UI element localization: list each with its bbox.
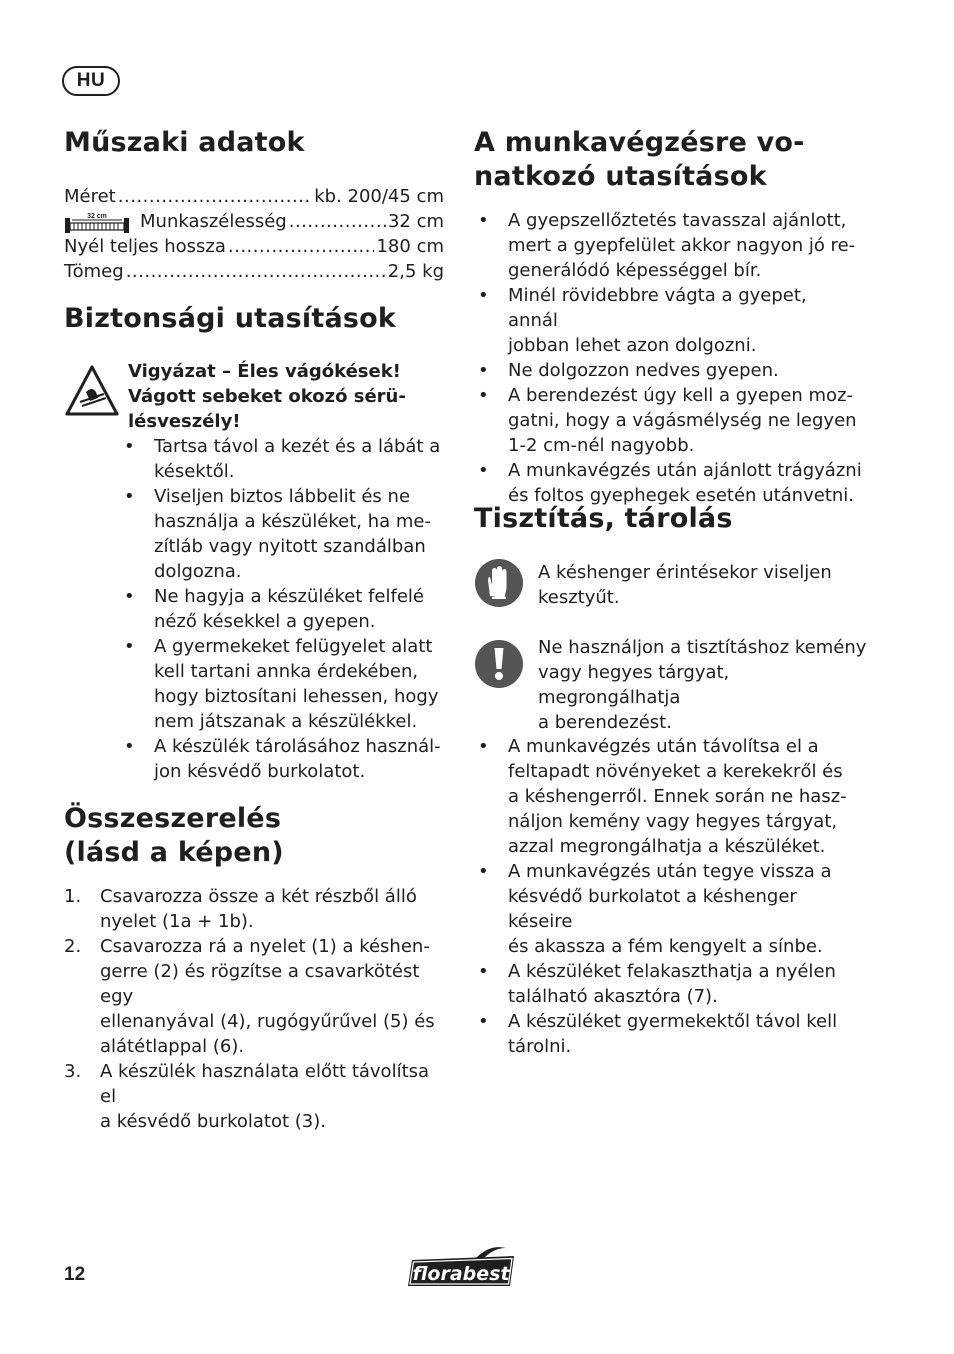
spec-label: Munkaszélesség: [140, 211, 287, 232]
spec-value: 2,5 kg: [387, 261, 444, 282]
tech-data-heading: Műszaki adatok: [64, 127, 305, 158]
list-item: • A gyepszellőztetés tavasszal ajánlott, mert a gyepfelület akkor nagyon jó re- generálódó képességgel bír.: [478, 208, 862, 283]
list-item: • A munkavégzés után ajánlott trágyázni és foltos gyephegek esetén utánvetni.: [478, 458, 862, 508]
spec-table: [64, 184, 444, 284]
sharp-blades-warning-icon: [64, 364, 120, 418]
spec-row-weight: [64, 259, 444, 284]
language-badge: HU: [62, 66, 120, 96]
spec-label: Nyél teljes hossza: [64, 236, 226, 257]
spec-row-handle-length: [64, 234, 444, 259]
page-number: 12: [64, 1264, 86, 1285]
caution-icon: [474, 639, 524, 689]
list-item: 3. A készülék használata előtt távolítsa el a késvédő burkolatot (3).: [64, 1061, 430, 1132]
cutting-width-icon-label: 32 cm: [87, 212, 107, 220]
glove-note: A késhenger érintésekor viseljen kesztyűt.: [538, 562, 832, 608]
list-item: • Viseljen biztos lábbelit és ne használja a készüléket, ha me- zítláb vagy nyitott szandálban dolgozna.: [124, 484, 454, 584]
list-item: • Ne dolgozzon nedves gyepen.: [478, 358, 862, 383]
florabest-logo: [406, 1246, 520, 1290]
assembly-steps: [64, 884, 448, 1134]
spec-label: Méret: [64, 186, 116, 207]
work-instructions-heading: A munkavégzésre vo- natkozó utasítások: [474, 127, 805, 192]
caution-note: Ne használjon a tisztításhoz kemény vagy hegyes tárgyat, megrongálhatja a berendezést.: [538, 637, 867, 733]
cleaning-bullet-list: [478, 734, 862, 1059]
spec-value: kb. 200/45 cm: [314, 186, 444, 207]
list-item: • A munkavégzés után távolítsa el a feltapadt növényeket a kerekekről és a késhengerről. Ennek során ne hasz- náljon kemény vagy hegyes tárgyat, azzal megrongálhatja a készüléket.: [478, 734, 862, 859]
spec-label: Tömeg: [64, 261, 124, 282]
list-item: • A gyermekeket felügyelet alatt kell tartani annka érdekében, hogy biztosítani lehessen, hogy nem játszanak a készülékkel.: [124, 634, 454, 734]
list-item: • Ne hagyja a készüléket felfelé néző késekkel a gyepen.: [124, 584, 454, 634]
list-item: • A készüléket felakaszthatja a nyélen található akasztóra (7).: [478, 959, 862, 1009]
spec-value: 32 cm: [387, 211, 444, 232]
work-bullet-list: [478, 208, 862, 508]
gloves-icon: [474, 558, 524, 608]
list-item: 2. Csavarozza rá a nyelet (1) a késhen- gerre (2) és rögzítse a csavarkötést egy ellenanyával (4), rugógyűrűvel (5) és alátétlappal (6).: [64, 936, 435, 1057]
spec-row-size: [64, 184, 444, 209]
logo-text: florabest: [412, 1263, 510, 1285]
spec-value: 180 cm: [376, 236, 444, 257]
safety-heading: Biztonsági utasítások: [64, 303, 397, 334]
safety-bullet-list: [124, 434, 454, 784]
list-item: • A berendezést úgy kell a gyepen moz- gatni, hogy a vágásmélység ne legyen 1-2 cm-nél nagyobb.: [478, 383, 862, 458]
warning-title: Vigyázat – Éles vágókések! Vágott sebeket okozó sérü- lésveszély!: [128, 361, 406, 432]
list-item: • Tartsa távol a kezét és a lábát a késektől.: [124, 434, 454, 484]
list-item: • A készüléket gyermekektől távol kell tárolni.: [478, 1009, 862, 1059]
assembly-heading: Összeszerelés (lásd a képen): [64, 803, 284, 868]
list-item: • A készülék tárolásához használ- jon késvédő burkolatot.: [124, 734, 454, 784]
list-item: • A munkavégzés után tegye vissza a késvédő burkolatot a késhenger késeire és akassza a fém kengyelt a sínbe.: [478, 859, 862, 959]
list-item: 1. Csavarozza össze a két részből álló nyelet (1a + 1b).: [64, 886, 417, 932]
cleaning-heading: Tisztítás, tárolás: [474, 503, 733, 534]
list-item: • Minél rövidebbre vágta a gyepet, annál jobban lehet azon dolgozni.: [478, 283, 862, 358]
spec-row-width: [64, 209, 444, 234]
cutting-width-icon: [64, 211, 130, 233]
